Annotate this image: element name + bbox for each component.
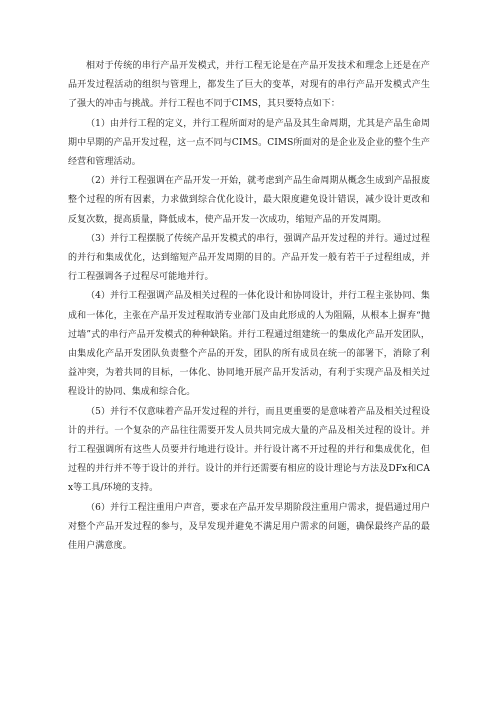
paragraph-point-5: （5）并行不仅意味着产品开发过程的并行，而且更重要的是意味着产品及相关过程设计的并行。一个复杂的产品往往需要开发人员共同完成大量的产品及相关过程的设计。并行工程强调所有这些人员要并行地进行设计。并行设计离不开过程的并行和集成优化，但过程的并行并不等于设计的并行。设计的并行还需要有相应的设计理论与方法及DFx和CAx等工具/环境的支持。 <box>68 406 430 494</box>
paragraph-point-3: （3）并行工程摆脱了传统产品开发模式的串行，强调产品开发过程的并行。通过过程的并行和集成优化，达到缩短产品开发周期的目的。产品开发一般有若干子过程组成，并行工程强调各子过程尽可能地并行。 <box>68 233 430 283</box>
paragraph-point-4: （4）并行工程强调产品及相关过程的一体化设计和协同设计，并行工程主张协同、集成和一体化，主张在产品开发过程取消专业部门及由此形成的人为阻隔，从根本上摒弃“抛过墙”式的串行产品开发模式的种种缺陷。并行工程通过组建统一的集成化产品开发团队，由集成化产品开发团队负责整个产品的开发，团队的所有成员在统一的部署下，消除了利益冲突，为着共同的目标，一体化、协同地开展产品开发活动，有利于实现产品及相关过程设计的协同、集成和综合化。 <box>68 291 430 398</box>
paragraph-point-2: （2）并行工程强调在产品开发一开始，就考虑到产品生命周期从概念生成到产品报废整个过程的所有因素，力求做到综合优化设计，最大限度避免设计错误，减少设计更改和反复次数，提高质量，降低成本，使产品开发一次成功，缩短产品的开发周期。 <box>68 176 430 225</box>
paragraph-point-1: （1）由并行工程的定义，并行工程所面对的是产品及其生命周期，尤其是产品生命周期中早期的产品开发过程，这一点不同与CIMS。CIMS所面对的是企业及企业的整个生产经营和管理活动。 <box>68 118 430 168</box>
document-body <box>68 57 430 556</box>
paragraph-intro: 相对于传统的串行产品开发模式，并行工程无论是在产品开发技术和理念上还是在产品开发过程活动的组织与管理上，都发生了巨大的变革，对现有的串行产品开发模式产生了强大的冲击与挑战。并行工程也不同于CIMS，其只要特点如下： <box>68 61 430 110</box>
paragraph-point-6: （6）并行工程注重用户声音，要求在产品开发早期阶段注重用户需求，提倡通过用户对整个产品开发过程的参与，及早发现并避免不满足用户需求的问题，确保最终产品的最佳用户满意度。 <box>68 502 430 552</box>
